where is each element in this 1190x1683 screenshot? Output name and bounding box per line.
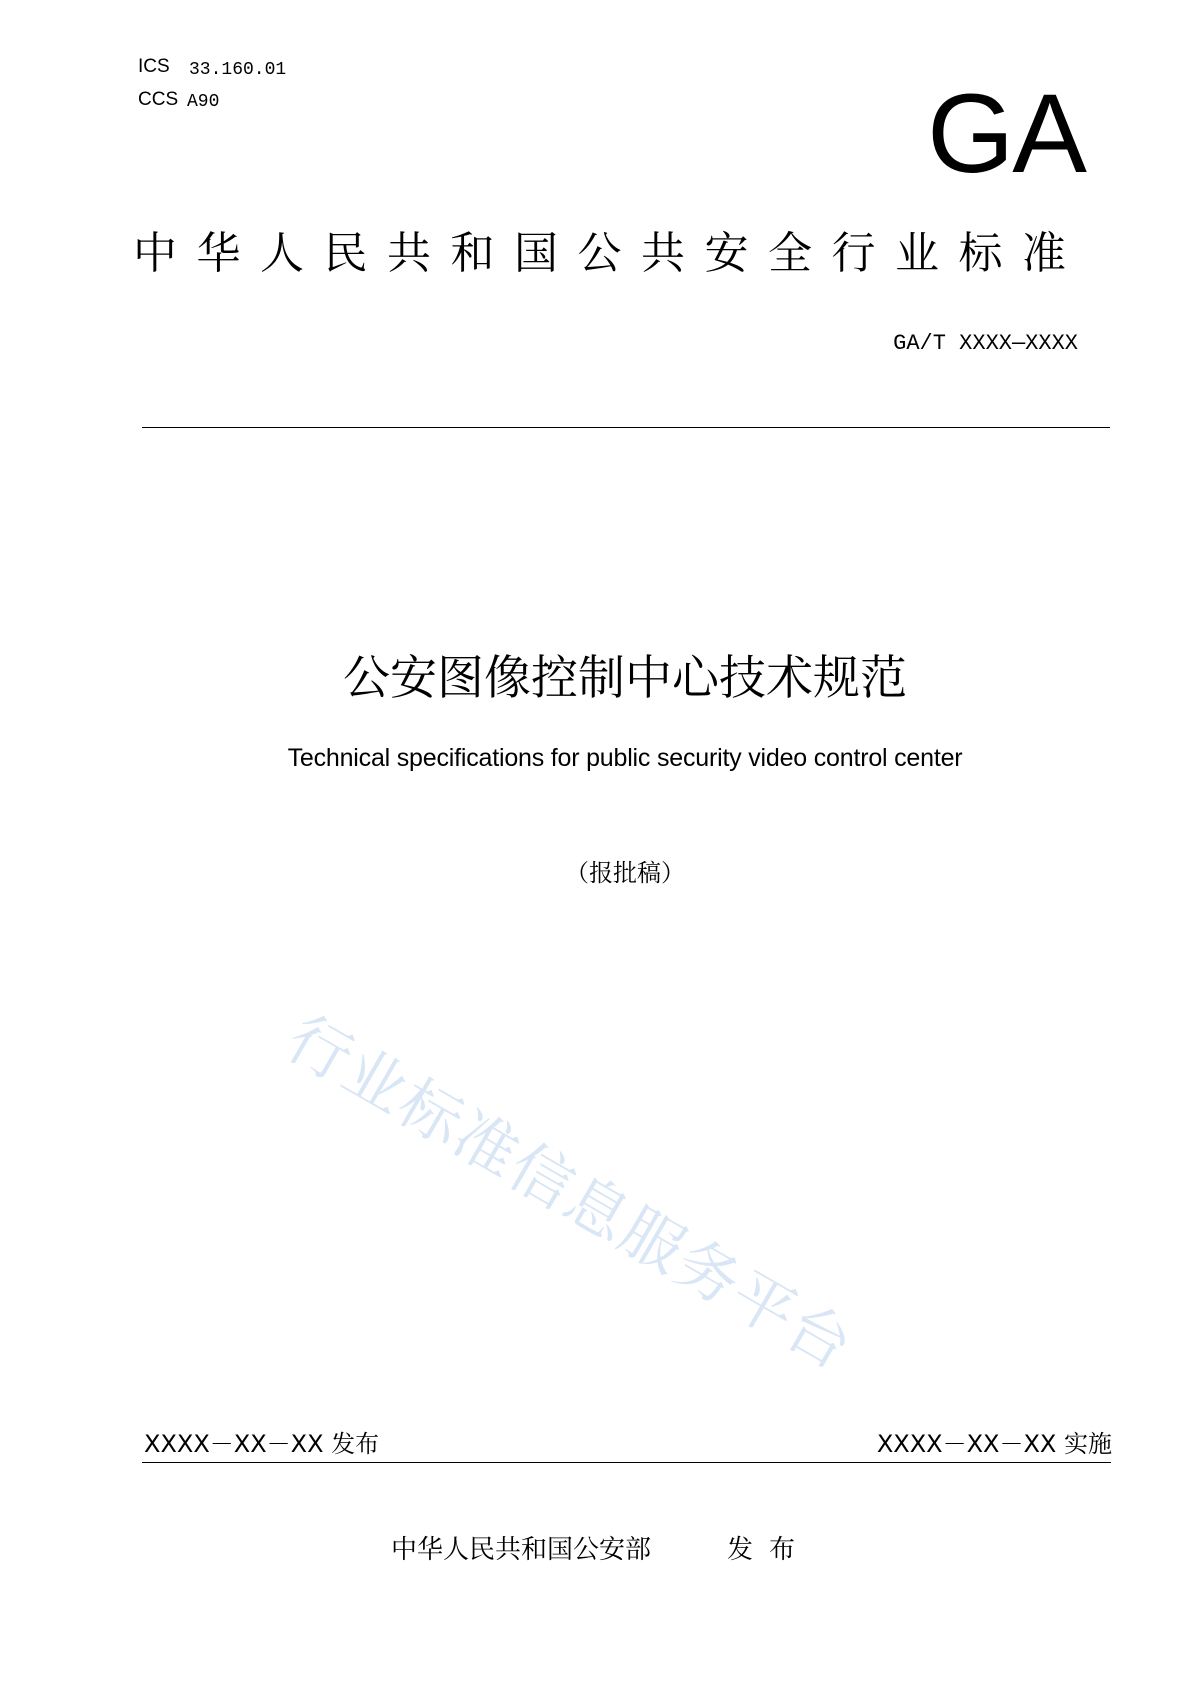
issuing-authority: 中华人民共和国公安部 [391, 1535, 652, 1565]
document-title-en: Technical specifications for public security video control center [287, 744, 963, 772]
watermark: 行业标准信息服务平台 [275, 1001, 866, 1385]
standard-heading: 中华人民共和国公共安全行业标准 [133, 228, 1086, 279]
ics-label: ICS [138, 56, 170, 77]
issue-date: XXXX－XX－XX 发布 [144, 1430, 380, 1458]
ga-logo: GA [927, 71, 1085, 196]
ccs-code: A90 [187, 92, 220, 112]
ics-code: 33.160.01 [189, 60, 287, 80]
implement-date: XXXX－XX－XX 实施 [876, 1430, 1112, 1458]
top-divider [142, 427, 1110, 428]
standard-number: GA/T XXXX—XXXX [893, 331, 1078, 356]
issue-label: 发布 [727, 1535, 812, 1565]
ccs-label: CCS [138, 89, 179, 110]
document-title-cn: 公安图像控制中心技术规范 [343, 651, 907, 706]
bottom-divider [142, 1462, 1111, 1463]
draft-status: （报批稿） [565, 859, 685, 887]
